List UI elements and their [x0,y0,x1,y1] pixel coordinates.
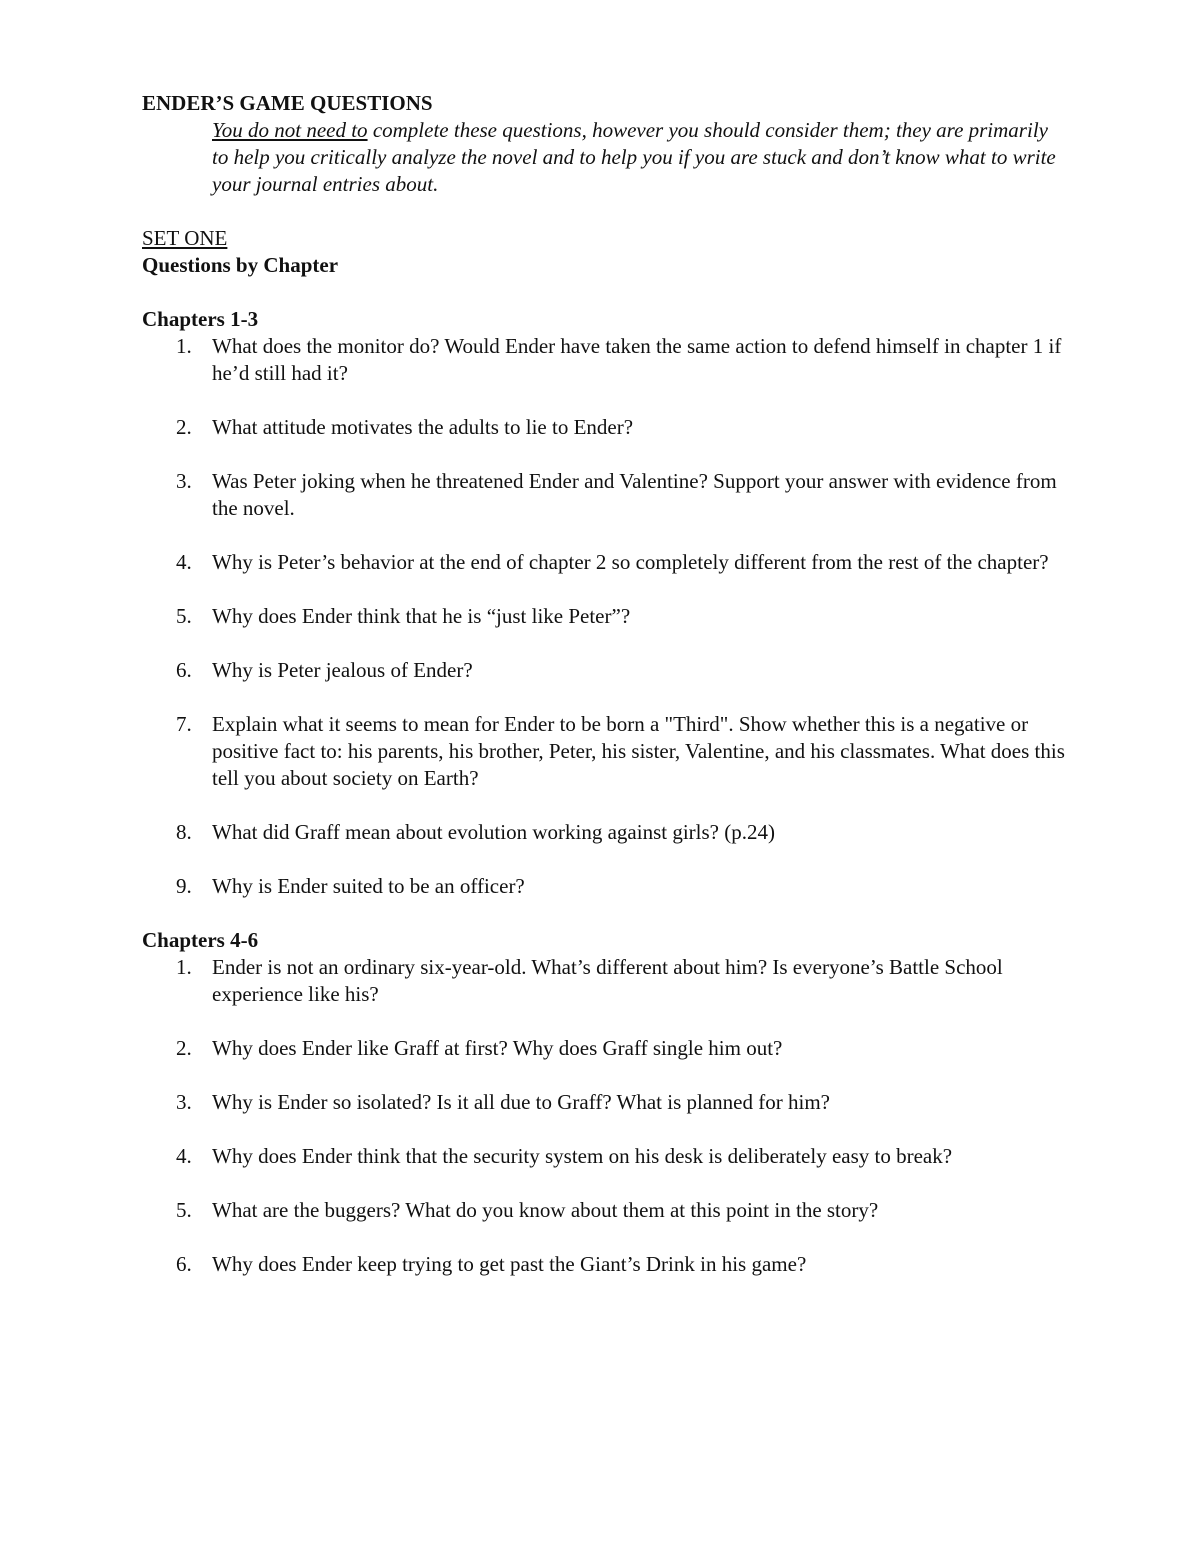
question-number: 5. [176,604,192,628]
question-item [142,1035,1072,1062]
question-number: 3. [176,469,192,493]
question-text: Why is Ender suited to be an officer? [212,874,525,898]
question-item [142,1089,1072,1116]
question-item [142,414,1072,441]
question-number: 4. [176,550,192,574]
question-number: 3. [176,1090,192,1114]
question-text: Explain what it seems to mean for Ender to be born a "Third". Show whether this is a negative or positive fact to: his parents, his brother, Peter, his sister, Valentine, and his classmates. What does this tell you about society on Earth? [212,712,1065,790]
question-text: Why does Ender think that he is “just like Peter”? [212,604,631,628]
question-list [142,333,1072,900]
question-item [142,954,1072,1008]
question-item [142,873,1072,900]
question-item [142,657,1072,684]
chapter-section [142,306,1072,900]
intro-underlined-text: You do not need to [212,118,368,142]
question-text: Why does Ender think that the security system on his desk is deliberately easy to break? [212,1144,953,1168]
question-text: Why is Peter’s behavior at the end of chapter 2 so completely different from the rest of the chapter? [212,550,1049,574]
question-text: Why does Ender like Graff at first? Why does Graff single him out? [212,1036,783,1060]
question-text: What attitude motivates the adults to lie to Ender? [212,415,634,439]
question-number: 9. [176,874,192,898]
question-text: What are the buggers? What do you know about them at this point in the story? [212,1198,879,1222]
question-item [142,468,1072,522]
question-number: 2. [176,415,192,439]
question-item [142,1197,1072,1224]
question-number: 5. [176,1198,192,1222]
chapter-section [142,927,1072,1278]
question-number: 1. [176,334,192,358]
question-text: What does the monitor do? Would Ender have taken the same action to defend himself in chapter 1 if he’d still had it? [212,334,1062,385]
intro-paragraph [212,117,1062,198]
intro-text: complete these questions, however you should consider them; they are primarily to help you critically analyze the novel and to help you if you are stuck and don’t know what to write your journal entries about. [212,118,1056,196]
document-page [142,90,1072,1278]
question-item [142,549,1072,576]
document-title: ENDER’S GAME QUESTIONS [142,91,433,115]
question-number: 1. [176,955,192,979]
question-item [142,333,1072,387]
question-text: Was Peter joking when he threatened Ender and Valentine? Support your answer with evidence from the novel. [212,469,1057,520]
question-text: Why is Peter jealous of Ender? [212,658,473,682]
subheading: Questions by Chapter [142,253,339,277]
chapter-heading: Chapters 1-3 [142,307,259,331]
question-number: 7. [176,712,192,736]
question-item [142,711,1072,792]
question-list [142,954,1072,1278]
question-number: 6. [176,1252,192,1276]
question-number: 8. [176,820,192,844]
chapter-heading: Chapters 4-6 [142,928,259,952]
question-sections [142,306,1072,1278]
question-item [142,603,1072,630]
question-number: 2. [176,1036,192,1060]
question-text: Why is Ender so isolated? Is it all due to Graff? What is planned for him? [212,1090,830,1114]
question-number: 4. [176,1144,192,1168]
set-label: SET ONE [142,226,228,250]
question-text: Ender is not an ordinary six-year-old. What’s different about him? Is everyone’s Battle School experience like his? [212,955,1003,1006]
question-text: What did Graff mean about evolution working against girls? (p.24) [212,820,775,844]
question-item [142,1143,1072,1170]
question-item [142,819,1072,846]
question-item [142,1251,1072,1278]
question-number: 6. [176,658,192,682]
question-text: Why does Ender keep trying to get past the Giant’s Drink in his game? [212,1252,807,1276]
